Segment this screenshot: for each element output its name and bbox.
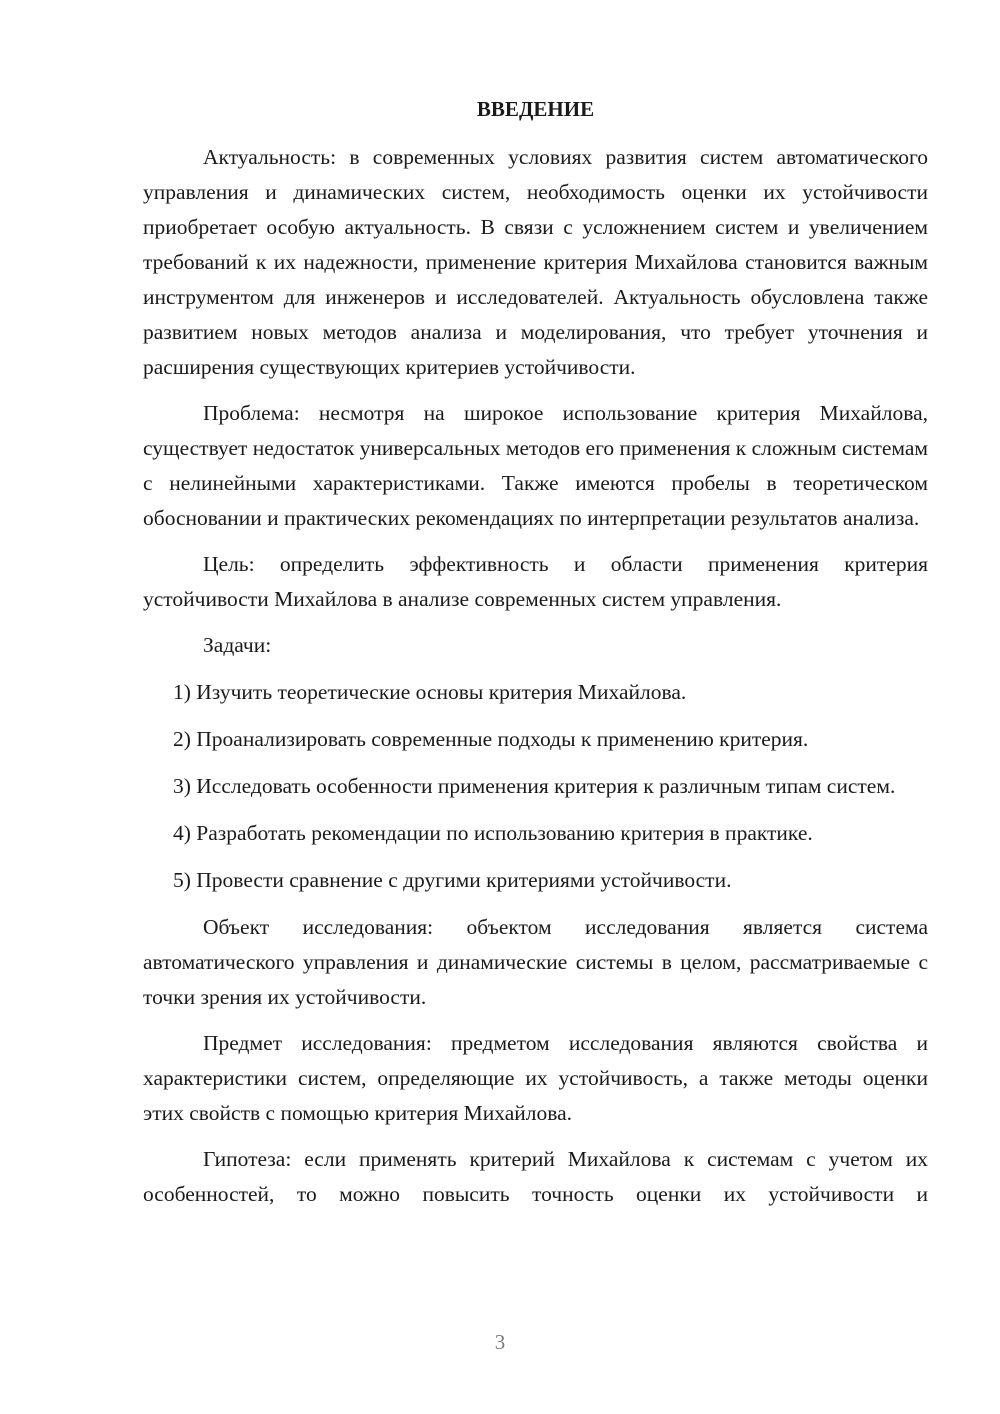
paragraph-relevance: Актуальность: в современных условиях развития систем автоматического управления и динамических систем, необходимость оценки их устойчивости приобретает особую актуальность. В связи с усложнением систем и увеличением требований к их надежности, применение критерия Михайлова становится важным инструментом для инженеров и исследователей. Актуальность обусловлена также развитием новых методов анализа и моделирования, что требует уточнения и расширения существующих критериев устойчивости. xyxy=(143,145,928,379)
document-page xyxy=(143,92,928,1212)
tasks-heading: Задачи: xyxy=(203,633,272,657)
task-item-3: 3) Исследовать особенности применения критерия к различным типам систем. xyxy=(173,774,896,798)
task-item-2: 2) Проанализировать современные подходы к применению критерия. xyxy=(173,727,809,751)
task-item-5: 5) Провести сравнение с другими критериями устойчивости. xyxy=(173,868,732,892)
paragraph-hypothesis: Гипотеза: если применять критерий Михайлова к системам с учетом их особенностей, то можно повысить точность оценки их устойчивости и xyxy=(143,1147,928,1206)
task-item-1: 1) Изучить теоретические основы критерия Михайлова. xyxy=(173,680,687,704)
paragraph-problem: Проблема: несмотря на широкое использование критерия Михайлова, существует недостаток универсальных методов его применения к сложным системам с нелинейными характеристиками. Также имеются пробелы в теоретическом обосновании и практических рекомендациях по интерпретации результатов анализа. xyxy=(143,401,928,530)
page-number: 3 xyxy=(494,1330,506,1354)
paragraph-goal: Цель: определить эффективность и области применения критерия устойчивости Михайлова в анализе современных систем управления. xyxy=(143,552,928,611)
section-title: ВВЕДЕНИЕ xyxy=(476,97,595,121)
task-item-4: 4) Разработать рекомендации по использованию критерия в практике. xyxy=(173,821,813,845)
paragraph-subject: Предмет исследования: предметом исследования являются свойства и характеристики систем, определяющие их устойчивость, а также методы оценки этих свойств с помощью критерия Михайлова. xyxy=(143,1031,928,1125)
paragraph-object: Объект исследования: объектом исследования является система автоматического управления и динамические системы в целом, рассматриваемые с точки зрения их устойчивости. xyxy=(143,915,928,1009)
